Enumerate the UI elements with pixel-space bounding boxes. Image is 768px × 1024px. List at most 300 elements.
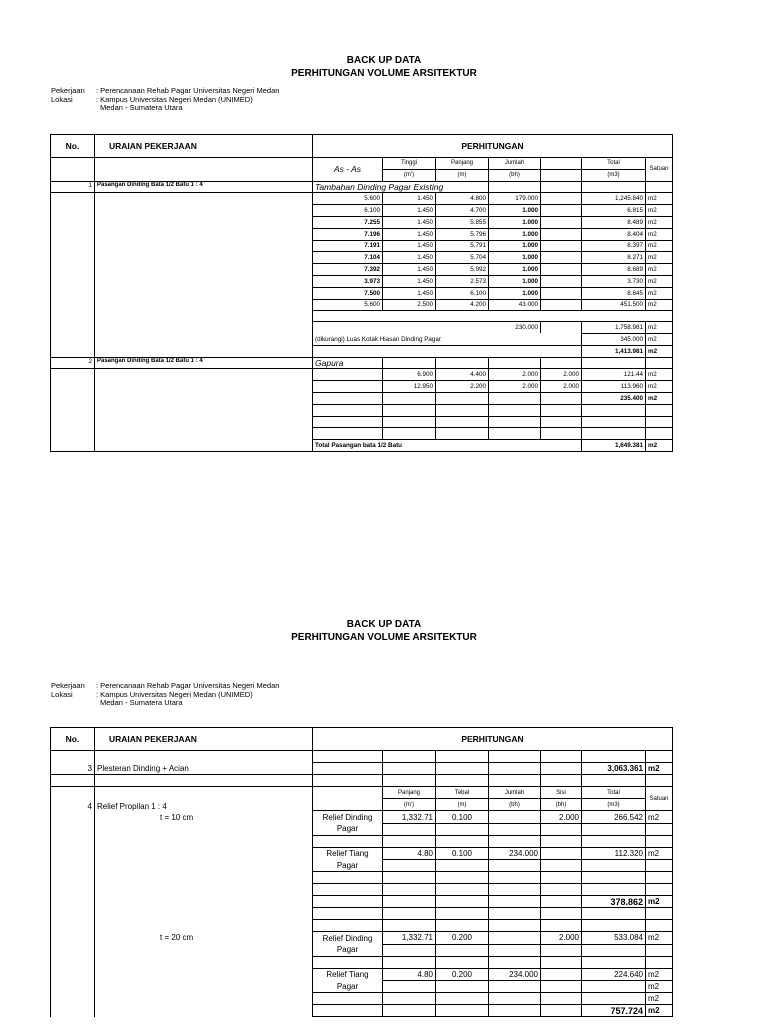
cell-empty [541,228,582,240]
item-no: 2 [51,357,95,369]
cell-empty [489,871,541,883]
cell-extra: 2.000 [541,381,582,393]
cell-as: 6.100 [313,205,383,217]
cell-satuan: m2 [646,381,673,393]
subtotal-row [51,322,673,334]
cell-empty [51,193,95,205]
cell-as: 5.600 [313,299,383,311]
sub-total: Total [582,158,646,170]
table-header-row [51,728,673,751]
table-row [51,920,673,932]
cell-panjang: 2.200 [436,381,489,393]
cell-empty [51,859,95,871]
cell-empty [436,920,489,932]
cell-empty [313,884,383,896]
relief-label-2: Pagar [313,944,383,956]
cell-empty [51,392,95,404]
cell-empty [95,322,313,334]
cell-satuan: m2 [646,193,673,205]
cell-tinggi: 1.450 [383,264,436,276]
cell-empty [436,884,489,896]
page-subtitle: PERHITUNGAN VOLUME ARSITEKTUR [291,632,477,643]
volume-table [50,134,673,452]
table-row [51,275,673,287]
subtotal: 757.724 [582,1004,646,1016]
table-row [51,416,673,428]
cell-tinggi: 1.450 [383,205,436,217]
cell-jumlah: 230.000 [489,322,541,334]
cell-empty [582,428,646,440]
cell-empty [51,980,95,992]
cell-jumlah: 1.000 [489,252,541,264]
cell-empty [51,775,95,787]
cell-satuan: m2 [646,333,673,345]
cell-empty [436,896,489,908]
cell-satuan: m2 [646,980,673,992]
cell-jumlah: 1.000 [489,275,541,287]
pekerjaan-label: Pekerjaan [51,681,85,690]
cell-empty [51,169,95,181]
item-satuan: m2 [646,763,673,775]
cell-total: 8.845 [582,287,646,299]
cell-empty [541,216,582,228]
cell-empty [51,992,95,1004]
cell-empty [489,908,541,920]
cell-panjang: 6.100 [436,287,489,299]
item1-row [51,181,673,193]
cell-empty [489,428,541,440]
cell-total: 8.489 [582,216,646,228]
cell-empty [51,956,95,968]
cell-empty [436,763,489,775]
cell-empty [95,896,313,908]
table-row [51,228,673,240]
cell-empty [51,322,95,334]
cell-empty [541,287,582,299]
cell-tinggi: 12.950 [383,381,436,393]
cell-empty [383,920,436,932]
cell-empty [95,787,313,799]
cell-empty [51,345,95,357]
pekerjaan-label: Pekerjaan [51,86,85,95]
pekerjaan-value: : Perencanaan Rehab Pagar Universitas Negeri Medan [96,86,280,95]
col-perhitungan: PERHITUNGAN [313,135,673,158]
relief-label: Relief Dinding [313,932,383,944]
cell-empty [95,264,313,276]
cell-empty [313,322,489,334]
cell-empty [95,847,313,859]
cell-empty [489,775,541,787]
cell-satuan: m2 [646,275,673,287]
cell-panjang: 4.700 [436,205,489,217]
lokasi-label: Lokasi [51,94,73,104]
cell-empty [383,859,436,871]
cell-empty [95,311,313,322]
net-total-satuan: m2 [646,345,673,357]
cell-total: 3.730 [582,275,646,287]
cell-empty [436,956,489,968]
cell-empty [51,228,95,240]
grand-total-label: Total Pasangan bata 1/2 Batu [313,440,582,452]
cell-empty [95,169,313,181]
net-total-row [51,345,673,357]
sub-panjang-unit: (m) [436,169,489,181]
item3-row [51,763,673,775]
cell-empty [51,787,95,799]
cell-empty [51,252,95,264]
cell-empty [313,369,383,381]
cell-tinggi: 1.450 [383,275,436,287]
cell-empty [489,404,541,416]
cell-empty [95,751,313,763]
cell-empty [95,392,313,404]
cell-jumlah: 234.000 [489,847,541,859]
cell-empty [383,871,436,883]
table-row [51,751,673,763]
cell-empty [313,428,383,440]
cell-jumlah: 1.000 [489,264,541,276]
cell-empty [95,428,313,440]
cell-panjang: 5.992 [436,264,489,276]
cell-empty [51,1004,95,1016]
cell-empty [51,216,95,228]
lokasi-value: : Kampus Universitas Negeri Medan (UNIMED) [96,94,253,104]
cell-jumlah: 1.000 [489,205,541,217]
cell-empty [95,944,313,956]
table-row [51,264,673,276]
table-row [51,884,673,896]
sub-total-unit: (m3) [582,799,646,811]
cell-tebal: 0.100 [436,847,489,859]
cell-empty [313,345,582,357]
cell-empty [51,275,95,287]
cell-empty [51,884,95,896]
table-row [51,252,673,264]
cell-empty [436,944,489,956]
page-title: BACK UP DATA [346,55,422,66]
cell-empty [383,944,436,956]
cell-empty [436,357,489,369]
cell-total: 8.397 [582,240,646,252]
cell-empty [383,404,436,416]
cell-empty [436,404,489,416]
sub-satuan: Satuan [646,787,673,811]
cell-empty [436,428,489,440]
grand-total-satuan: m2 [646,440,673,452]
cell-jumlah: 234.000 [489,968,541,980]
cell-empty [541,404,582,416]
cell-empty [51,920,95,932]
cell-panjang: 1,332.71 [383,811,436,823]
table-row [51,404,673,416]
cell-empty [51,751,95,763]
table-row [51,205,673,217]
cell-empty [541,859,582,871]
cell-empty [541,193,582,205]
cell-empty [541,205,582,217]
cell-empty [51,264,95,276]
cell-tinggi: 1.450 [383,240,436,252]
table-row [51,240,673,252]
cell-empty [582,920,646,932]
relief-dinding-row [51,811,673,823]
cell-empty [51,404,95,416]
page-subtitle: PERHITUNGAN VOLUME ARSITEKTUR [291,68,477,79]
sub-total-unit: (m3) [582,169,646,181]
section-label: Tambahan Dinding Pagar Existing [313,181,489,193]
table-row [51,381,673,393]
cell-empty [582,871,646,883]
deduction-label: (dikurangi) Luas Kotak Hiasan Dinding Pagar [313,333,582,345]
subtotal: 378.862 [582,896,646,908]
cell-panjang: 1,332.71 [383,932,436,944]
cell-empty [383,392,436,404]
cell-empty [489,884,541,896]
col-no: No. [51,135,95,158]
cell-empty [51,944,95,956]
cell-satuan: m2 [646,216,673,228]
sub-jumlah: Jumlah [489,158,541,170]
cell-total: 8.271 [582,252,646,264]
cell-tinggi: 2.500 [383,299,436,311]
cell-as: 7.255 [313,216,383,228]
item-no: 4 [51,799,95,811]
cell-panjang: 5.855 [436,216,489,228]
cell-empty [95,1004,313,1016]
cell-total: 8.404 [582,228,646,240]
cell-total: 1,758.981 [582,322,646,334]
cell-total: 121.44 [582,369,646,381]
item-description: Pasangan Dinding Bata 1/2 Batu 1 : 4 [95,357,313,369]
cell-extra: 2.000 [541,369,582,381]
thickness-label: t = 10 cm [95,811,313,823]
sub-panjang: Panjang [383,787,436,799]
cell-empty [541,158,582,170]
sub-sisi: Sisi [541,787,582,799]
sub-jumlah-unit: (bh) [489,799,541,811]
cell-sisi: 2.000 [541,811,582,823]
cell-empty [95,404,313,416]
cell-empty [646,920,673,932]
cell-empty [489,763,541,775]
cell-empty [313,381,383,393]
cell-satuan: m2 [646,240,673,252]
sub-jumlah-unit: (bh) [489,169,541,181]
cell-empty [51,823,95,835]
sub-as: As - As [313,158,383,182]
cell-total: 533.084 [582,932,646,944]
sub-satuan: Satuan [646,158,673,182]
cell-empty [95,252,313,264]
cell-panjang: 4.80 [383,847,436,859]
cell-satuan: m2 [646,322,673,334]
subtotal: 235.400 [582,392,646,404]
cell-empty [95,275,313,287]
item-total: 3,063.361 [582,763,646,775]
cell-empty [51,158,95,170]
cell-empty [646,404,673,416]
cell-jumlah: 1.000 [489,228,541,240]
cell-empty [95,228,313,240]
cell-empty [541,252,582,264]
cell-empty [582,751,646,763]
relief-label: Relief Dinding [313,811,383,823]
cell-empty [541,181,582,193]
cell-empty [383,775,436,787]
cell-empty [489,392,541,404]
cell-empty [51,287,95,299]
cell-empty [436,908,489,920]
lokasi-value-2: Medan - Sumatera Utara [100,103,183,113]
cell-empty [436,992,489,1004]
item-no: 3 [51,763,95,775]
cell-empty [541,299,582,311]
relief-dinding-row [51,932,673,944]
cell-empty [383,835,436,847]
section-label: Gapura [313,357,383,369]
table-row [51,216,673,228]
cell-satuan: m2 [646,369,673,381]
sub-tinggi-unit: (m') [383,169,436,181]
sub-jumlah: Jumlah [489,787,541,799]
thickness-label: t = 20 cm [95,932,313,944]
cell-satuan: m2 [646,968,673,980]
cell-empty [95,871,313,883]
cell-empty [541,980,582,992]
cell-empty [582,944,646,956]
cell-total: 345.000 [582,333,646,345]
lokasi-value: : Kampus Universitas Negeri Medan (UNIMED) [96,689,253,699]
table-row [51,311,673,322]
table-row [51,428,673,440]
cell-empty [489,956,541,968]
cell-empty [383,884,436,896]
cell-panjang: 2.573 [436,275,489,287]
cell-empty [646,823,673,835]
cell-empty [95,345,313,357]
cell-empty [646,428,673,440]
cell-empty [541,264,582,276]
sub-tebal: Tebal [436,787,489,799]
table-row [51,992,673,1004]
cell-empty [541,908,582,920]
cell-empty [313,835,383,847]
cell-satuan: m2 [646,932,673,944]
subtotal-satuan: m2 [646,392,673,404]
cell-empty [541,751,582,763]
subtotal-row [51,392,673,404]
cell-panjang: 5.796 [436,228,489,240]
cell-empty [646,357,673,369]
cell-empty [51,333,95,345]
cell-empty [541,775,582,787]
cell-satuan: m2 [646,205,673,217]
cell-empty [95,299,313,311]
sub-tebal-unit: (m) [436,799,489,811]
cell-empty [541,823,582,835]
table-row [51,369,673,381]
cell-empty [489,823,541,835]
cell-empty [383,992,436,1004]
cell-empty [313,871,383,883]
cell-empty [541,920,582,932]
cell-panjang: 4.400 [436,369,489,381]
cell-as: 7.191 [313,240,383,252]
cell-empty [436,775,489,787]
cell-empty [646,835,673,847]
cell-as: 7.392 [313,264,383,276]
cell-empty [489,944,541,956]
cell-empty [582,980,646,992]
deduction-row [51,333,673,345]
cell-empty [313,392,383,404]
relief-label: Relief Tiang [313,847,383,859]
cell-jumlah: 1.000 [489,240,541,252]
cell-empty [95,835,313,847]
cell-empty [313,404,383,416]
cell-empty [582,416,646,428]
cell-tinggi: 1.450 [383,228,436,240]
cell-empty [489,181,541,193]
cell-total: 6.815 [582,205,646,217]
cell-empty [541,1004,582,1016]
cell-empty [646,956,673,968]
cell-empty [541,392,582,404]
cell-empty [489,1004,541,1016]
cell-total: 266.542 [582,811,646,823]
table-row [51,193,673,205]
grand-total: 1,649.381 [582,440,646,452]
cell-empty [489,859,541,871]
cell-empty [95,968,313,980]
cell-empty [489,416,541,428]
cell-empty [582,357,646,369]
cell-empty [646,871,673,883]
cell-empty [51,440,95,452]
cell-empty [51,299,95,311]
cell-empty [95,992,313,1004]
cell-as: 7.196 [313,228,383,240]
table-header-row [51,135,673,158]
cell-empty [489,992,541,1004]
cell-empty [51,896,95,908]
cell-empty [313,992,383,1004]
cell-empty [95,884,313,896]
cell-jumlah: 43.000 [489,299,541,311]
cell-satuan: m2 [646,252,673,264]
cell-empty [582,956,646,968]
cell-empty [582,181,646,193]
table-row [51,775,673,787]
table-row [51,908,673,920]
cell-empty [95,193,313,205]
item-description: Plesteran Dinding + Acian [95,763,313,775]
cell-empty [646,908,673,920]
cell-tebal: 0.200 [436,968,489,980]
col-uraian: URAIAN PEKERJAAN [95,135,313,158]
table-row [51,944,673,956]
cell-empty [646,884,673,896]
cell-empty [489,751,541,763]
page-title-block [0,54,768,80]
cell-empty [383,823,436,835]
cell-tinggi: 1.450 [383,216,436,228]
cell-empty [436,980,489,992]
lokasi-value-2: Medan - Sumatera Utara [100,698,183,708]
sub-header-row [51,787,673,799]
pekerjaan-value: : Perencanaan Rehab Pagar Universitas Negeri Medan [96,681,280,690]
cell-tinggi: 1.450 [383,193,436,205]
